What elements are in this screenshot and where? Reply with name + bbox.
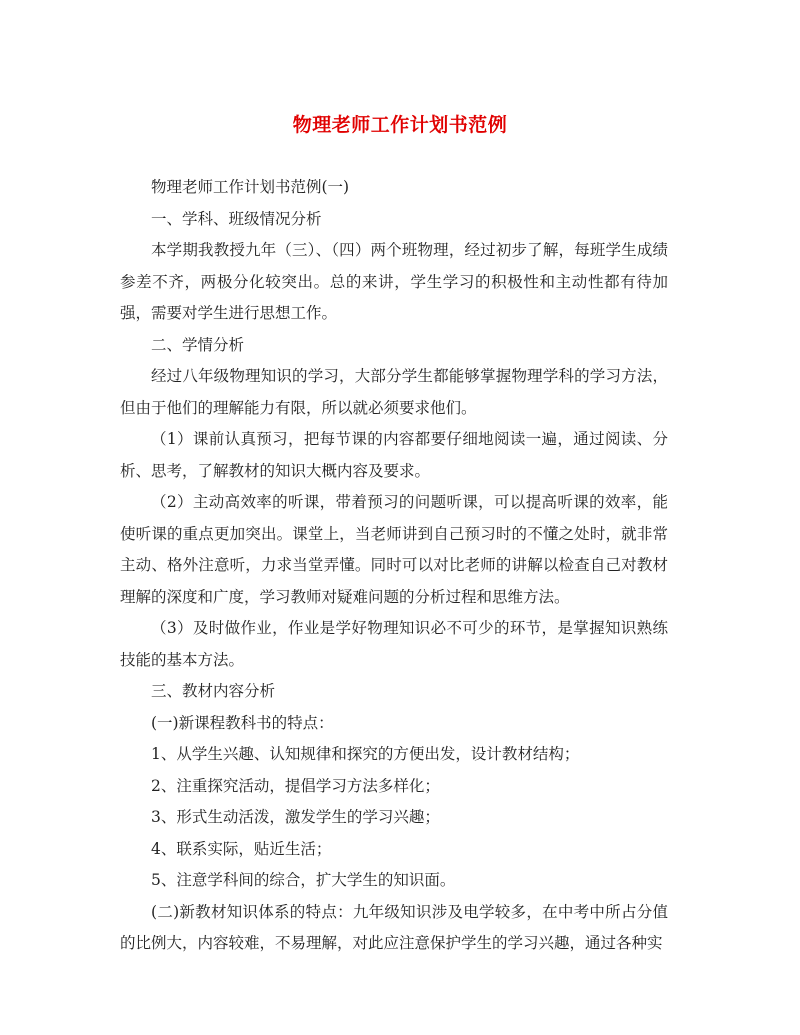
list-item: （2）主动高效率的听课，带着预习的问题听课，可以提高听课的效率，能使听课的重点更加突出。课堂上，当老师讲到自己预习时的不懂之处时，就非常主动、格外注意听，力求当堂弄懂。同时可以对比老师的讲解以检查自己对教材理解的深度和广度，学习教师对疑难问题的分析过程和思维方法。	[120, 493, 668, 606]
subheading: (一)新课程教科书的特点：	[151, 713, 334, 732]
list-item: （1）课前认真预习，把每节课的内容都要仔细地阅读一遍，通过阅读、分析、思考，了解教材的知识大概内容及要求。	[120, 430, 668, 480]
document-title: 物理老师工作计划书范例	[292, 114, 508, 136]
heading-section-1: 一、学科、班级情况分析	[151, 209, 322, 228]
document-body	[120, 172, 668, 960]
paragraph-subtitle: 物理老师工作计划书范例(一)	[151, 178, 350, 196]
list-item: 5、注意学科间的综合，扩大学生的知识面。	[151, 871, 456, 889]
list-item: （3）及时做作业，作业是学好物理知识必不可少的环节，是掌握知识熟练技能的基本方法。	[120, 619, 668, 669]
heading-section-2: 二、学情分析	[151, 335, 245, 354]
paragraph: 本学期我教授九年（三）、（四）两个班物理，经过初步了解，每班学生成绩参差不齐，两极分化较突出。总的来讲，学生学习的积极性和主动性都有待加强，需要对学生进行思想工作。	[120, 241, 668, 322]
list-item: 3、形式生动活泼，激发学生的学习兴趣；	[151, 808, 440, 826]
list-item: 2、注重探究活动，提倡学习方法多样化；	[151, 776, 440, 795]
list-item: 4、联系实际，贴近生活；	[151, 839, 332, 858]
heading-section-3: 三、教材内容分析	[151, 682, 276, 700]
paragraph: (二)新教材知识体系的特点：九年级知识涉及电学较多，在中考中所占分值的比例大，内容较难，不易理解，对此应注意保护学生的学习兴趣，通过各种实	[120, 902, 668, 952]
paragraph: 经过八年级物理知识的学习，大部分学生都能够掌握物理学科的学习方法，但由于他们的理解能力有限，所以就必须要求他们。	[120, 367, 668, 417]
list-item: 1、从学生兴趣、认知规律和探究的方便出发，设计教材结构；	[151, 745, 580, 763]
